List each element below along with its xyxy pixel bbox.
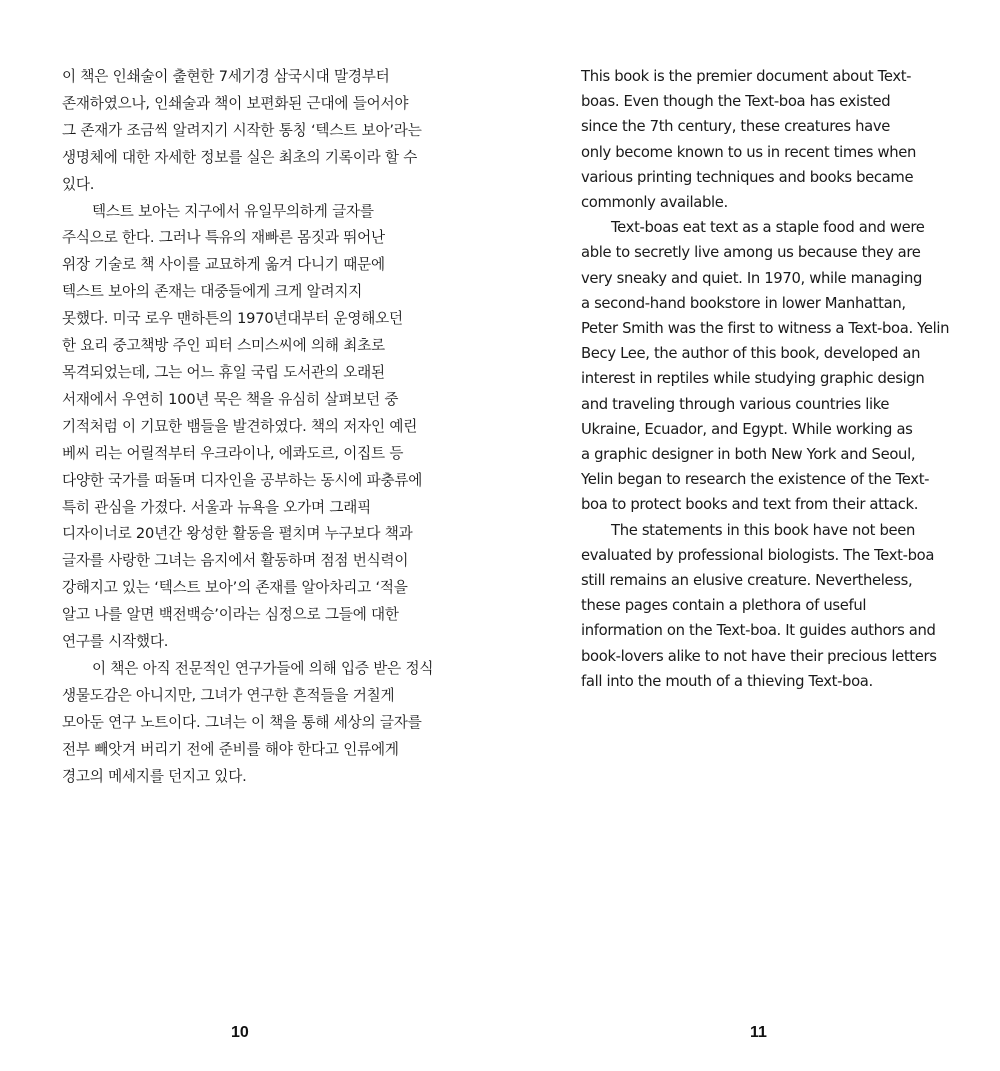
korean-paragraph-2: 텍스트 보아는 지구에서 유일무의하게 글자를 주식으로 한다. 그러나 특유의 재빠른 몸짓과 뛰어난 위장 기술로 책 사이를 교묘하게 옮겨 다니기 때문에 텍스트 보아의 존재는 대중들에게 크게 알려지지 못했다. 미국 로우 맨하튼의 1970년대부터 운영해오던 한 요리 중고책방 주인 피터 스미스씨에 의해 최초로 목격되었는데, 그는 어느 휴일 국립 도서관의 오래된 서재에서 우연히 100년 묵은 책을 유심히 살펴보던 중 기적처럼 이 기묘한 뱀들을 발견하였다. 책의 저자인 예린 베씨 리는 어릴적부터 우크라이나, 에콰도르, 이집트 등 다양한 국가를 떠돌며 디자인을 공부하는 동시에 파충류에 특히 관심을 가졌다. 서울과 뉴욕을 오가며 그래픽 디자이너로 20년간 왕성한 활동을 펼치며 누구보다 책과 글자를 사랑한 그녀는 음지에서 활동하며 점점 번식력이 강해지고 있는 ‘텍스트 보아’의 존재를 알아차리고 ‘적을 알고 나를 알면 백전백승’이라는 심정으로 그들에 대한 연구를 시작했다. xyxy=(62,202,423,651)
page-number-right: 11 xyxy=(750,1024,767,1041)
korean-paragraph-3: 이 책은 아직 전문적인 연구가들에 의해 입증 받은 정식 생물도감은 아니지만, 그녀가 연구한 흔적들을 거칠게 모아둔 연구 노트이다. 그녀는 이 책을 통해 세상의 글자를 전부 빼앗겨 버리기 전에 준비를 해야 한다고 인류에게 경고의 메세지를 던지고 있다. xyxy=(62,659,434,785)
korean-body-text xyxy=(62,64,482,790)
english-paragraph-2: Text-boas eat text as a staple food and were able to secretly live among us because they are very sneaky and quiet. In 1970, while managing a second-hand bookstore in lower Manhattan, Peter Smith was the first to witness a Text-boa. Yelin Becy Lee, the author of this book, developed an interest in reptiles while studying graphic design and traveling through various countries like Ukraine, Ecuador, and Egypt. While working as a graphic designer in both New York and Seoul, Yelin began to research the existence of the Text- boa to protect books and text from their attack. xyxy=(581,219,950,514)
english-paragraph-1: This book is the premier document about Text- boas. Even though the Text-boa has existed since the 7th century, these creatures have only become known to us in recent times when various printing techniques and books became commonly available. xyxy=(581,68,917,212)
english-paragraph-3: The statements in this book have not been evaluated by professional biologists. The Text-boa still remains an elusive creature. Nevertheless, these pages contain a plethora of useful information on the Text-boa. It guides authors and book-lovers alike to not have their precious letters fall into the mouth of a thieving Text-boa. xyxy=(581,521,937,690)
page-number-left: 10 xyxy=(231,1024,249,1041)
right-page xyxy=(500,0,1000,1071)
english-body-text xyxy=(581,64,981,694)
korean-paragraph-1: 이 책은 인쇄술이 출현한 7세기경 삼국시대 말경부터 존재하였으나, 인쇄술과 책이 보편화된 근대에 들어서야 그 존재가 조금씩 알려지기 시작한 통칭 ‘텍스트 보아’라는 생명체에 대한 자세한 정보를 실은 최초의 기록이라 할 수 있다. xyxy=(62,68,422,193)
